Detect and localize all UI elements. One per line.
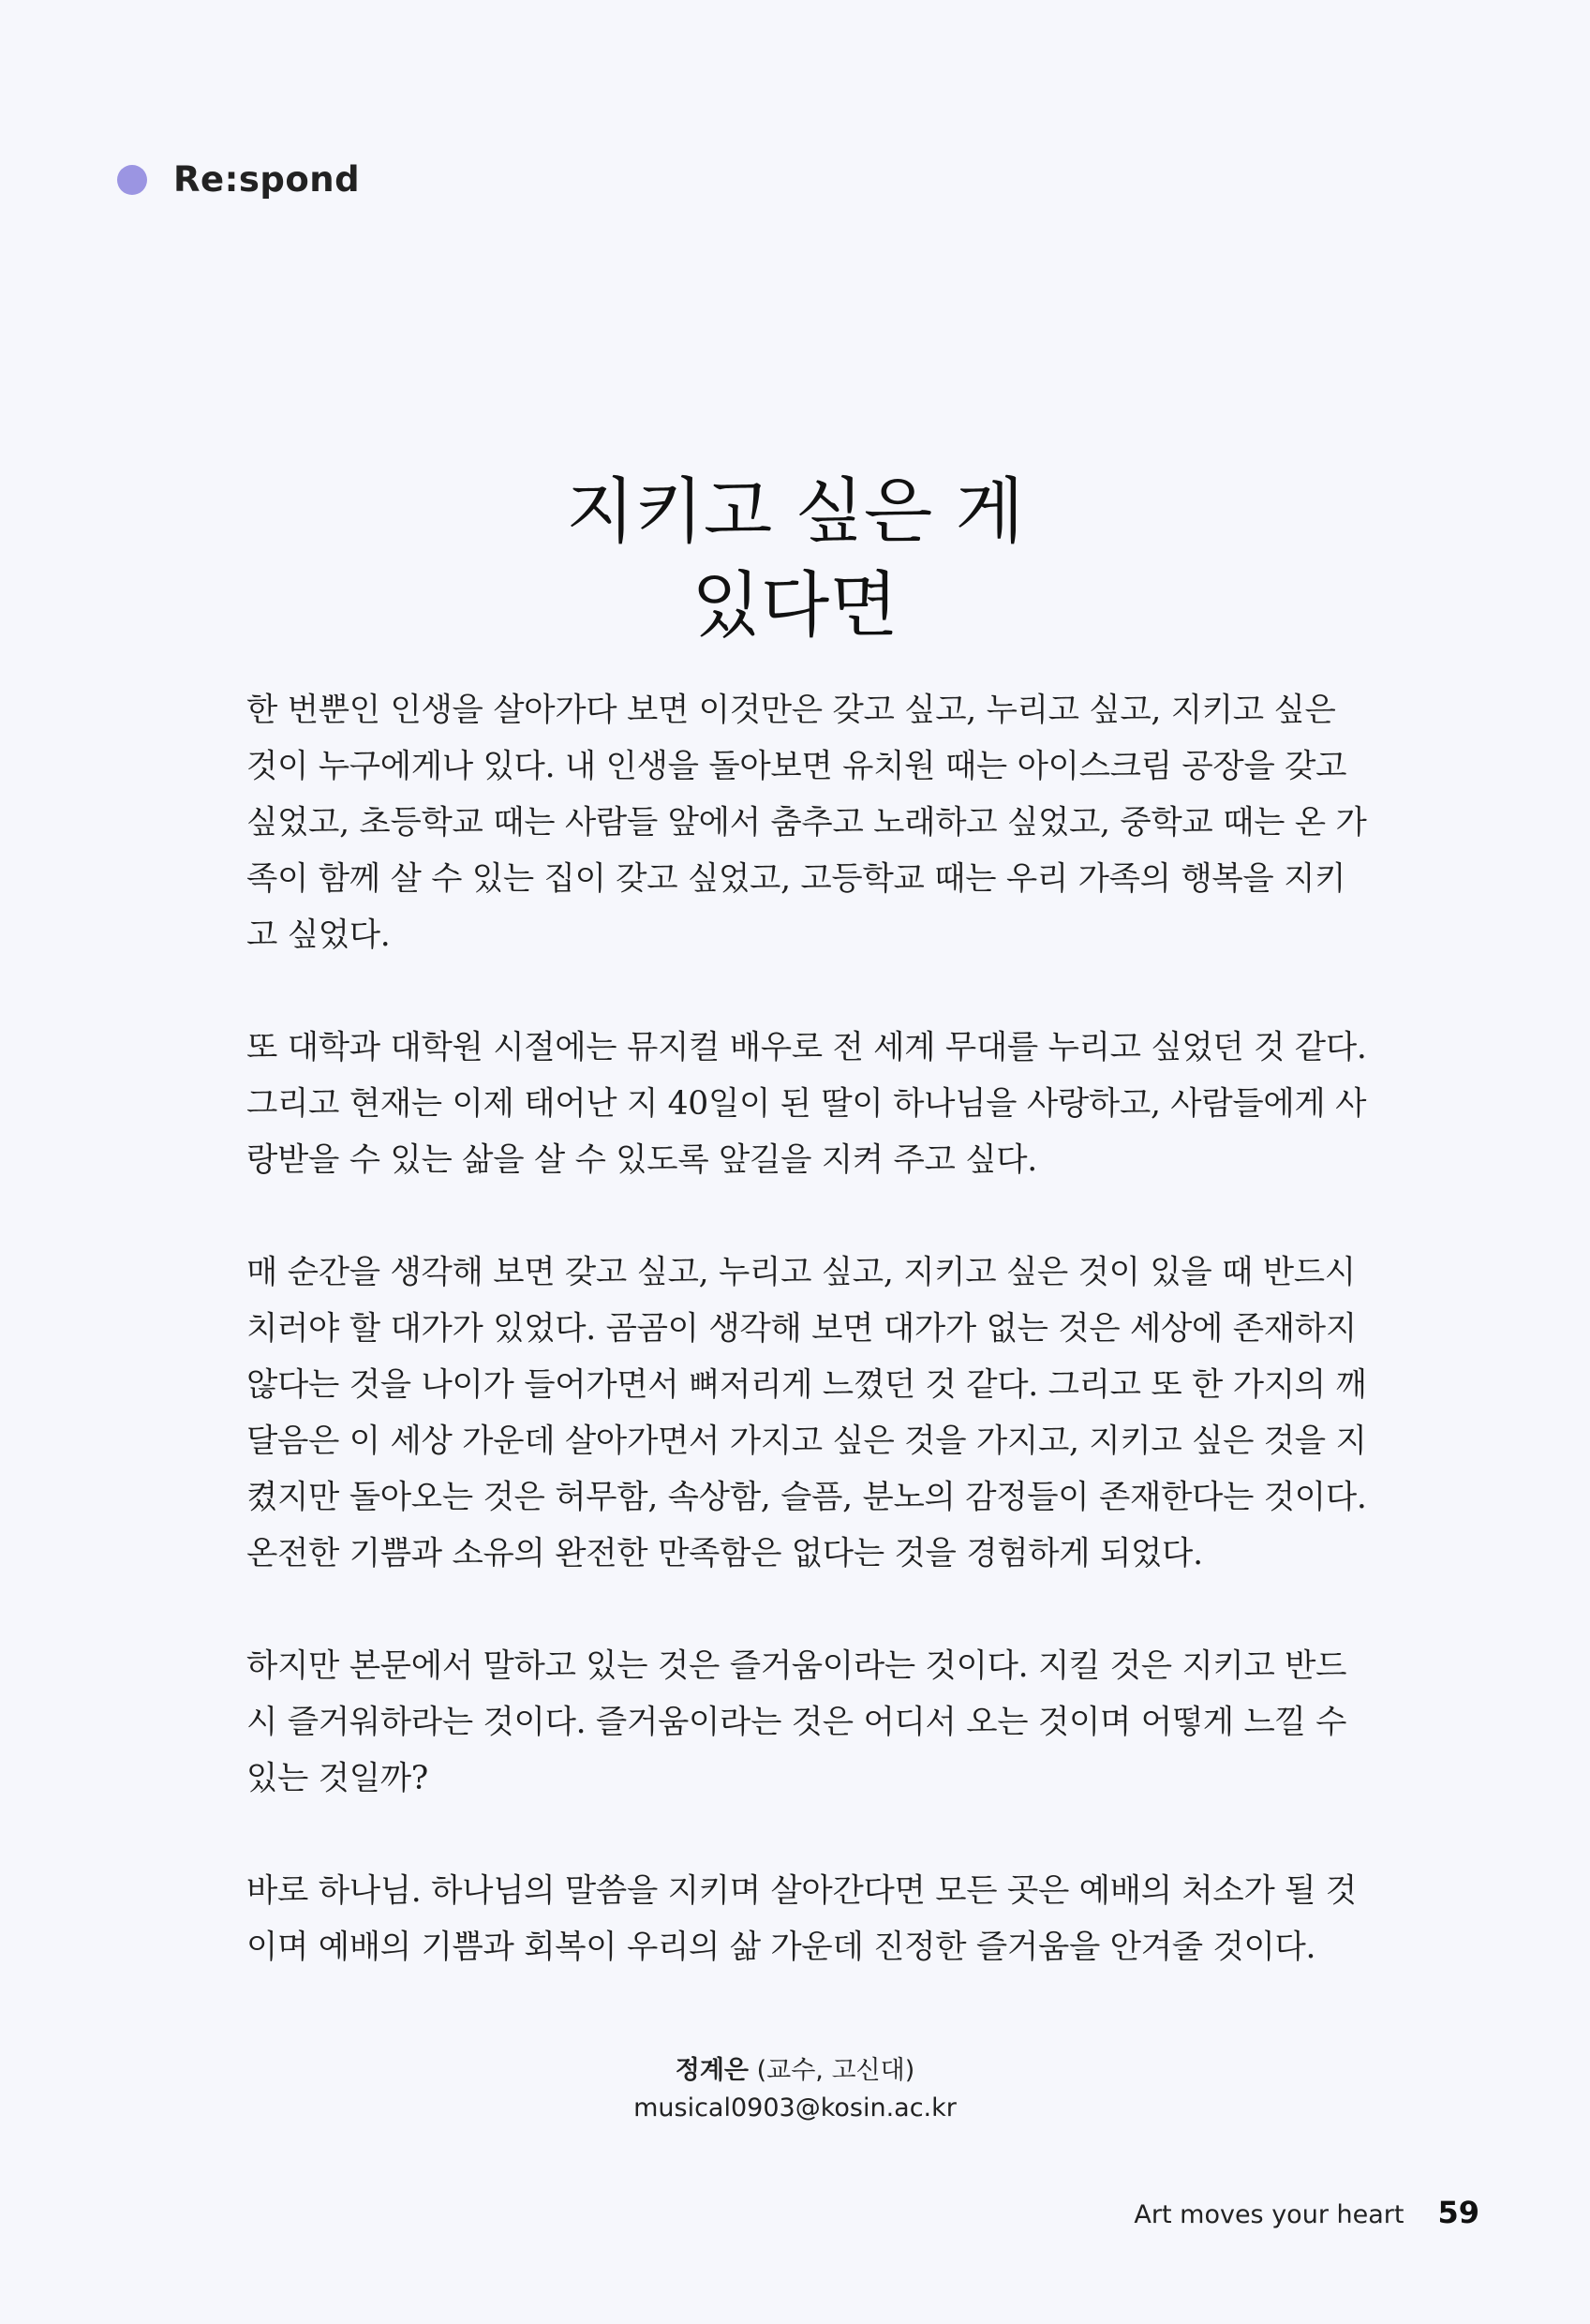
body-line: 랑받을 수 있는 삶을 살 수 있도록 앞길을 지켜 주고 싶다.	[246, 1141, 1037, 1179]
page-footer	[1134, 2195, 1479, 2230]
body-line: 바로 하나님. 하나님의 말씀을 지키며 살아간다면 모든 곳은 예배의 처소가 될 것	[246, 1872, 1357, 1910]
body-line: 고 싶었다.	[246, 916, 391, 954]
body-paragraph	[246, 1863, 1357, 1975]
body-paragraph	[246, 682, 1367, 963]
article-body	[246, 682, 1367, 2032]
body-line: 켰지만 돌아오는 것은 허무함, 속상함, 슬픔, 분노의 감정들이 존재한다는 것이다.	[246, 1479, 1367, 1516]
section-dot-icon	[117, 165, 147, 195]
body-line: 매 순간을 생각해 보면 갖고 싶고, 누리고 싶고, 지키고 싶은 것이 있을 때 반드시	[246, 1254, 1356, 1291]
author-affiliation: (교수, 고신대)	[756, 2056, 915, 2085]
body-line: 않다는 것을 나이가 들어가면서 뼈저리게 느꼈던 것 같다. 그리고 또 한 가지의 깨	[246, 1366, 1367, 1404]
body-line: 것이 누구에게나 있다. 내 인생을 돌아보면 유치원 때는 아이스크림 공장을 갖고	[246, 748, 1347, 785]
body-paragraph	[246, 1244, 1367, 1582]
body-line: 싶었고, 초등학교 때는 사람들 앞에서 춤추고 노래하고 싶었고, 중학교 때는 온 가	[246, 804, 1367, 842]
magazine-tagline: Art moves your heart	[1134, 2200, 1404, 2229]
author-name: 정계은	[675, 2056, 749, 2085]
body-line: 온전한 기쁨과 소유의 완전한 만족함은 없다는 것을 경험하게 되었다.	[246, 1535, 1203, 1572]
section-label: Re:spond	[173, 159, 361, 200]
article-title-line: 있다면	[691, 562, 899, 647]
section-tag	[117, 159, 360, 200]
author-email: musical0903@kosin.ac.kr	[633, 2093, 957, 2123]
body-line: 하지만 본문에서 말하고 있는 것은 즐거움이라는 것이다. 지킬 것은 지키고 반드	[246, 1647, 1347, 1685]
body-line: 있는 것일까?	[246, 1760, 428, 1797]
body-line: 치러야 할 대가가 있었다. 곰곰이 생각해 보면 대가가 없는 것은 세상에 존재하지	[246, 1310, 1357, 1348]
body-paragraph	[246, 1638, 1352, 1807]
body-line: 그리고 현재는 이제 태어난 지 40일이 된 딸이 하나님을 사랑하고, 사람들에게 사	[246, 1085, 1367, 1123]
body-paragraph	[246, 1020, 1367, 1188]
body-line: 시 즐거워하라는 것이다. 즐거움이라는 것은 어디서 오는 것이며 어떻게 느낄 수	[246, 1704, 1347, 1741]
author-signature	[0, 2052, 1590, 2127]
body-line: 이며 예배의 기쁨과 회복이 우리의 삶 가운데 진정한 즐거움을 안겨줄 것이다.	[246, 1929, 1316, 1966]
body-line: 달음은 이 세상 가운데 살아가면서 가지고 싶은 것을 가지고, 지키고 싶은 것을 지	[246, 1423, 1367, 1460]
body-line: 한 번뿐인 인생을 살아가다 보면 이것만은 갖고 싶고, 누리고 싶고, 지키고 싶은	[246, 692, 1336, 729]
body-line: 족이 함께 살 수 있는 집이 갖고 싶었고, 고등학교 때는 우리 가족의 행복을 지키	[246, 860, 1346, 898]
body-line: 또 대학과 대학원 시절에는 뮤지컬 배우로 전 세계 무대를 누리고 싶었던 것 같다.	[246, 1029, 1367, 1066]
author-line	[0, 2052, 1590, 2090]
page-number: 59	[1437, 2195, 1479, 2230]
article-title-line: 지키고 싶은 게	[566, 469, 1024, 553]
article-title	[0, 465, 1590, 652]
